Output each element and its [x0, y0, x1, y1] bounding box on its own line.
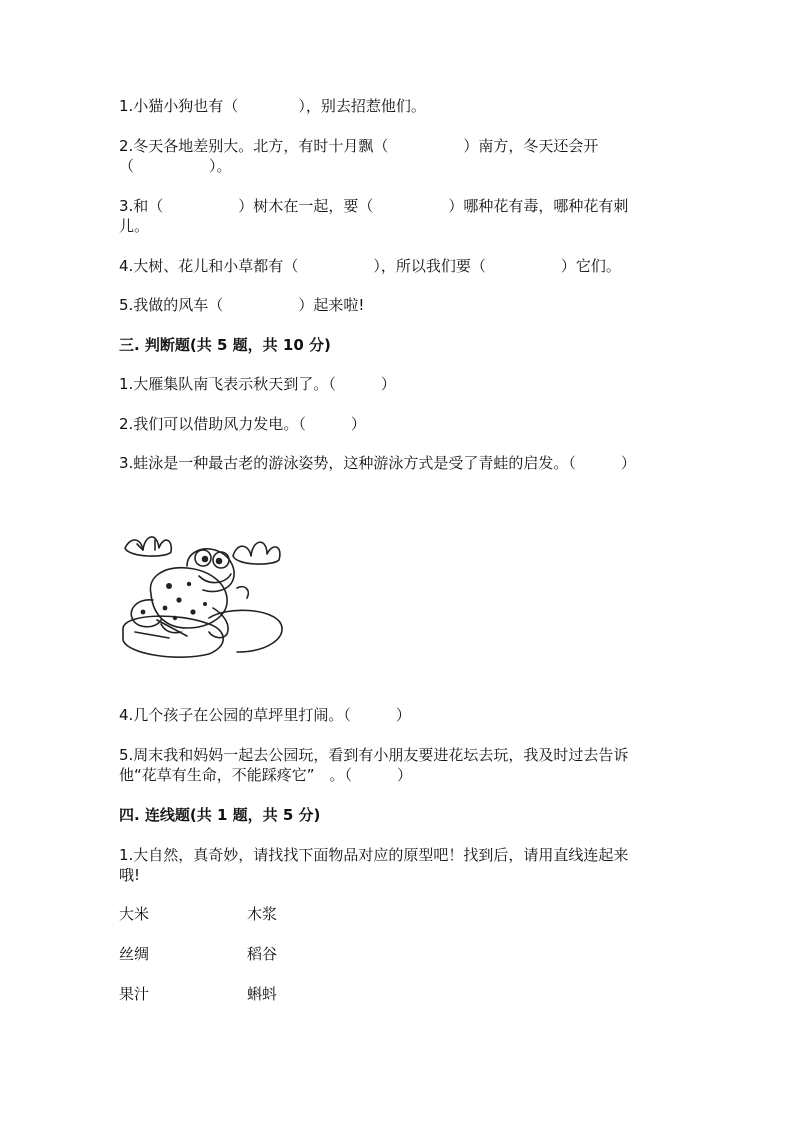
- match-left-item: 大米: [119, 905, 150, 923]
- judge-q5-line1: 5.周末我和妈妈一起去公园玩，看到有小朋友要进花坛去玩，我及时过去告诉: [119, 746, 629, 764]
- fill-q3-line1: 3.和（ ）树木在一起，要（ ）哪种花有毒，哪种花有刺: [119, 197, 629, 215]
- judge-q3: 3.蛙泳是一种最古老的游泳姿势，这种游泳方式是受了青蛙的启发。（ ）: [119, 454, 636, 472]
- judge-q4: 4.几个孩子在公园的草坪里打闹。（ ）: [119, 706, 411, 724]
- fill-q3-line2: 儿。: [119, 217, 150, 235]
- fill-q4: 4.大树、花儿和小草都有（ ），所以我们要（ ）它们。: [119, 257, 621, 275]
- judge-q1: 1.大雁集队南飞表示秋天到了。（ ）: [119, 375, 396, 393]
- frog-illustration: [117, 528, 289, 662]
- match-right-item: 蝌蚪: [247, 985, 278, 1003]
- fill-q5: 5.我做的风车（ ）起来啦!: [119, 296, 365, 314]
- judge-q2: 2.我们可以借助风力发电。（ ）: [119, 415, 366, 433]
- match-right-item: 木浆: [247, 905, 278, 923]
- match-q1-line1: 1.大自然，真奇妙，请找找下面物品对应的原型吧！找到后，请用直线连起来: [119, 846, 629, 864]
- match-left-item: 丝绸: [119, 945, 150, 963]
- match-right-item: 稻谷: [247, 945, 278, 963]
- fill-q2-line2: （ ）。: [119, 157, 232, 175]
- fill-q1: 1.小猫小狗也有（ ），别去招惹他们。: [119, 97, 426, 115]
- section3-heading: 三. 判断题(共 5 题，共 10 分): [119, 336, 331, 354]
- judge-q5-line2: 他“花草有生命，不能踩疼它” 。（ ）: [119, 766, 413, 784]
- match-left-item: 果汁: [119, 985, 150, 1003]
- match-q1-line2: 哦!: [119, 866, 141, 884]
- fill-q2-line1: 2.冬天各地差别大。北方，有时十月飘（ ）南方，冬天还会开: [119, 137, 599, 155]
- section4-heading: 四. 连线题(共 1 题，共 5 分): [119, 806, 321, 824]
